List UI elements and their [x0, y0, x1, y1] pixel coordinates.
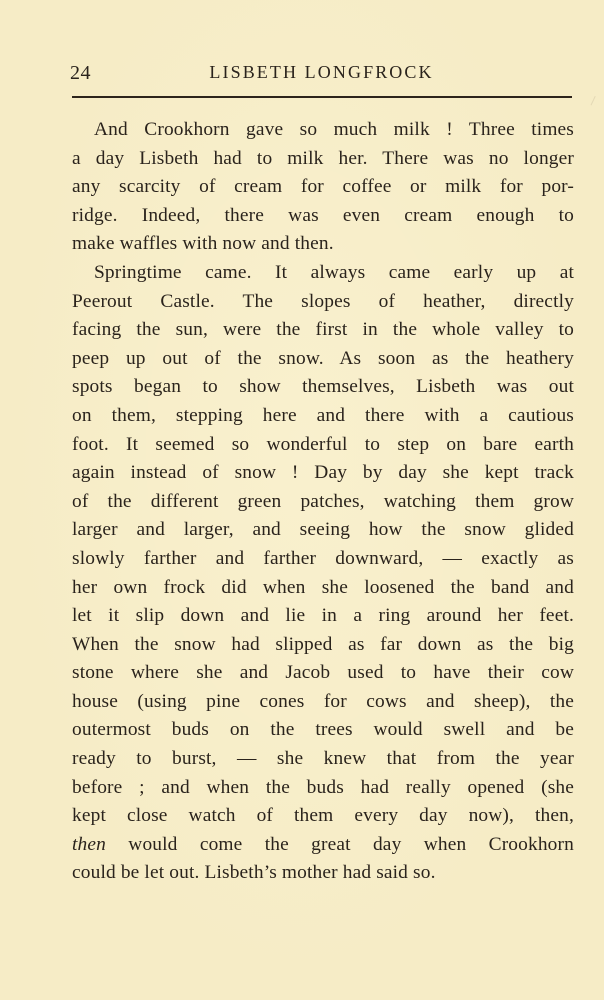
line-text: would come the great day when Crookhorn — [106, 833, 574, 855]
text-line — [72, 859, 574, 888]
page-header — [70, 60, 573, 90]
text-line — [72, 173, 574, 202]
text-line — [72, 145, 574, 174]
line-text: could be let out. Lisbeth’s mother had said so. — [72, 862, 436, 884]
line-text: a day Lisbeth had to milk her. There was no longer — [72, 147, 574, 169]
line-text: any scarcity of cream for coffee or milk for por- — [72, 176, 574, 198]
text-line — [72, 202, 574, 231]
line-text: peep up out of the snow. As soon as the heathery — [72, 347, 574, 369]
line-text: on them, stepping here and there with a cautious — [72, 404, 574, 426]
text-line — [72, 802, 574, 831]
body-text — [72, 116, 574, 888]
text-line — [72, 602, 574, 631]
line-text: her own frock did when she loosened the band and — [72, 576, 574, 598]
line-text: ready to burst, — she knew that from the year — [72, 748, 574, 770]
text-line — [72, 516, 574, 545]
paper-mark — [583, 93, 595, 106]
line-text: before ; and when the buds had really opened (she — [72, 776, 574, 798]
line-text: outermost buds on the trees would swell and be — [72, 719, 574, 741]
text-line — [72, 459, 574, 488]
text-line — [72, 373, 574, 402]
header-rule — [72, 96, 572, 98]
line-text: Springtime came. It always came early up at — [94, 261, 574, 283]
line-text: When the snow had slipped as far down as the big — [72, 633, 574, 655]
line-text: foot. It seemed so wonderful to step on bare earth — [72, 433, 574, 455]
text-line — [72, 316, 574, 345]
running-title: LISBETH LONGFROCK — [209, 62, 434, 82]
line-text: spots began to show themselves, Lisbeth was out — [72, 376, 574, 398]
line-text: ridge. Indeed, there was even cream enough to — [72, 204, 574, 226]
line-text: And Crookhorn gave so much milk ! Three times — [94, 119, 574, 140]
text-line — [72, 288, 574, 317]
text-line — [72, 230, 574, 259]
line-text: make waffles with now and then. — [72, 233, 334, 255]
line-text: slowly farther and farther downward, — exactly as — [72, 547, 574, 569]
line-text: larger and larger, and seeing how the snow glided — [72, 519, 574, 541]
text-line — [72, 574, 574, 603]
text-line — [72, 831, 574, 860]
line-text: let it slip down and lie in a ring around her feet. — [72, 605, 574, 627]
text-line — [72, 431, 574, 460]
text-line — [72, 259, 574, 288]
text-line — [72, 488, 574, 517]
text-line — [72, 745, 574, 774]
page-number: 24 — [70, 62, 91, 84]
line-text: house (using pine cones for cows and sheep), the — [72, 690, 574, 712]
line-text: of the different green patches, watching them grow — [72, 490, 574, 512]
text-line — [72, 345, 574, 374]
line-text: facing the sun, were the first in the whole valley to — [72, 319, 574, 341]
text-line — [72, 116, 574, 145]
text-line — [72, 545, 574, 574]
italic-word: then — [72, 833, 106, 855]
text-line — [72, 688, 574, 717]
text-line — [72, 402, 574, 431]
line-text: again instead of snow ! Day by day she kept track — [72, 462, 574, 484]
text-line — [72, 774, 574, 803]
line-text: stone where she and Jacob used to have their cow — [72, 662, 574, 684]
text-line — [72, 659, 574, 688]
line-text: Peerout Castle. The slopes of heather, directly — [72, 290, 574, 312]
text-line — [72, 716, 574, 745]
line-text: kept close watch of them every day now), then, — [72, 805, 574, 827]
text-line — [72, 631, 574, 660]
